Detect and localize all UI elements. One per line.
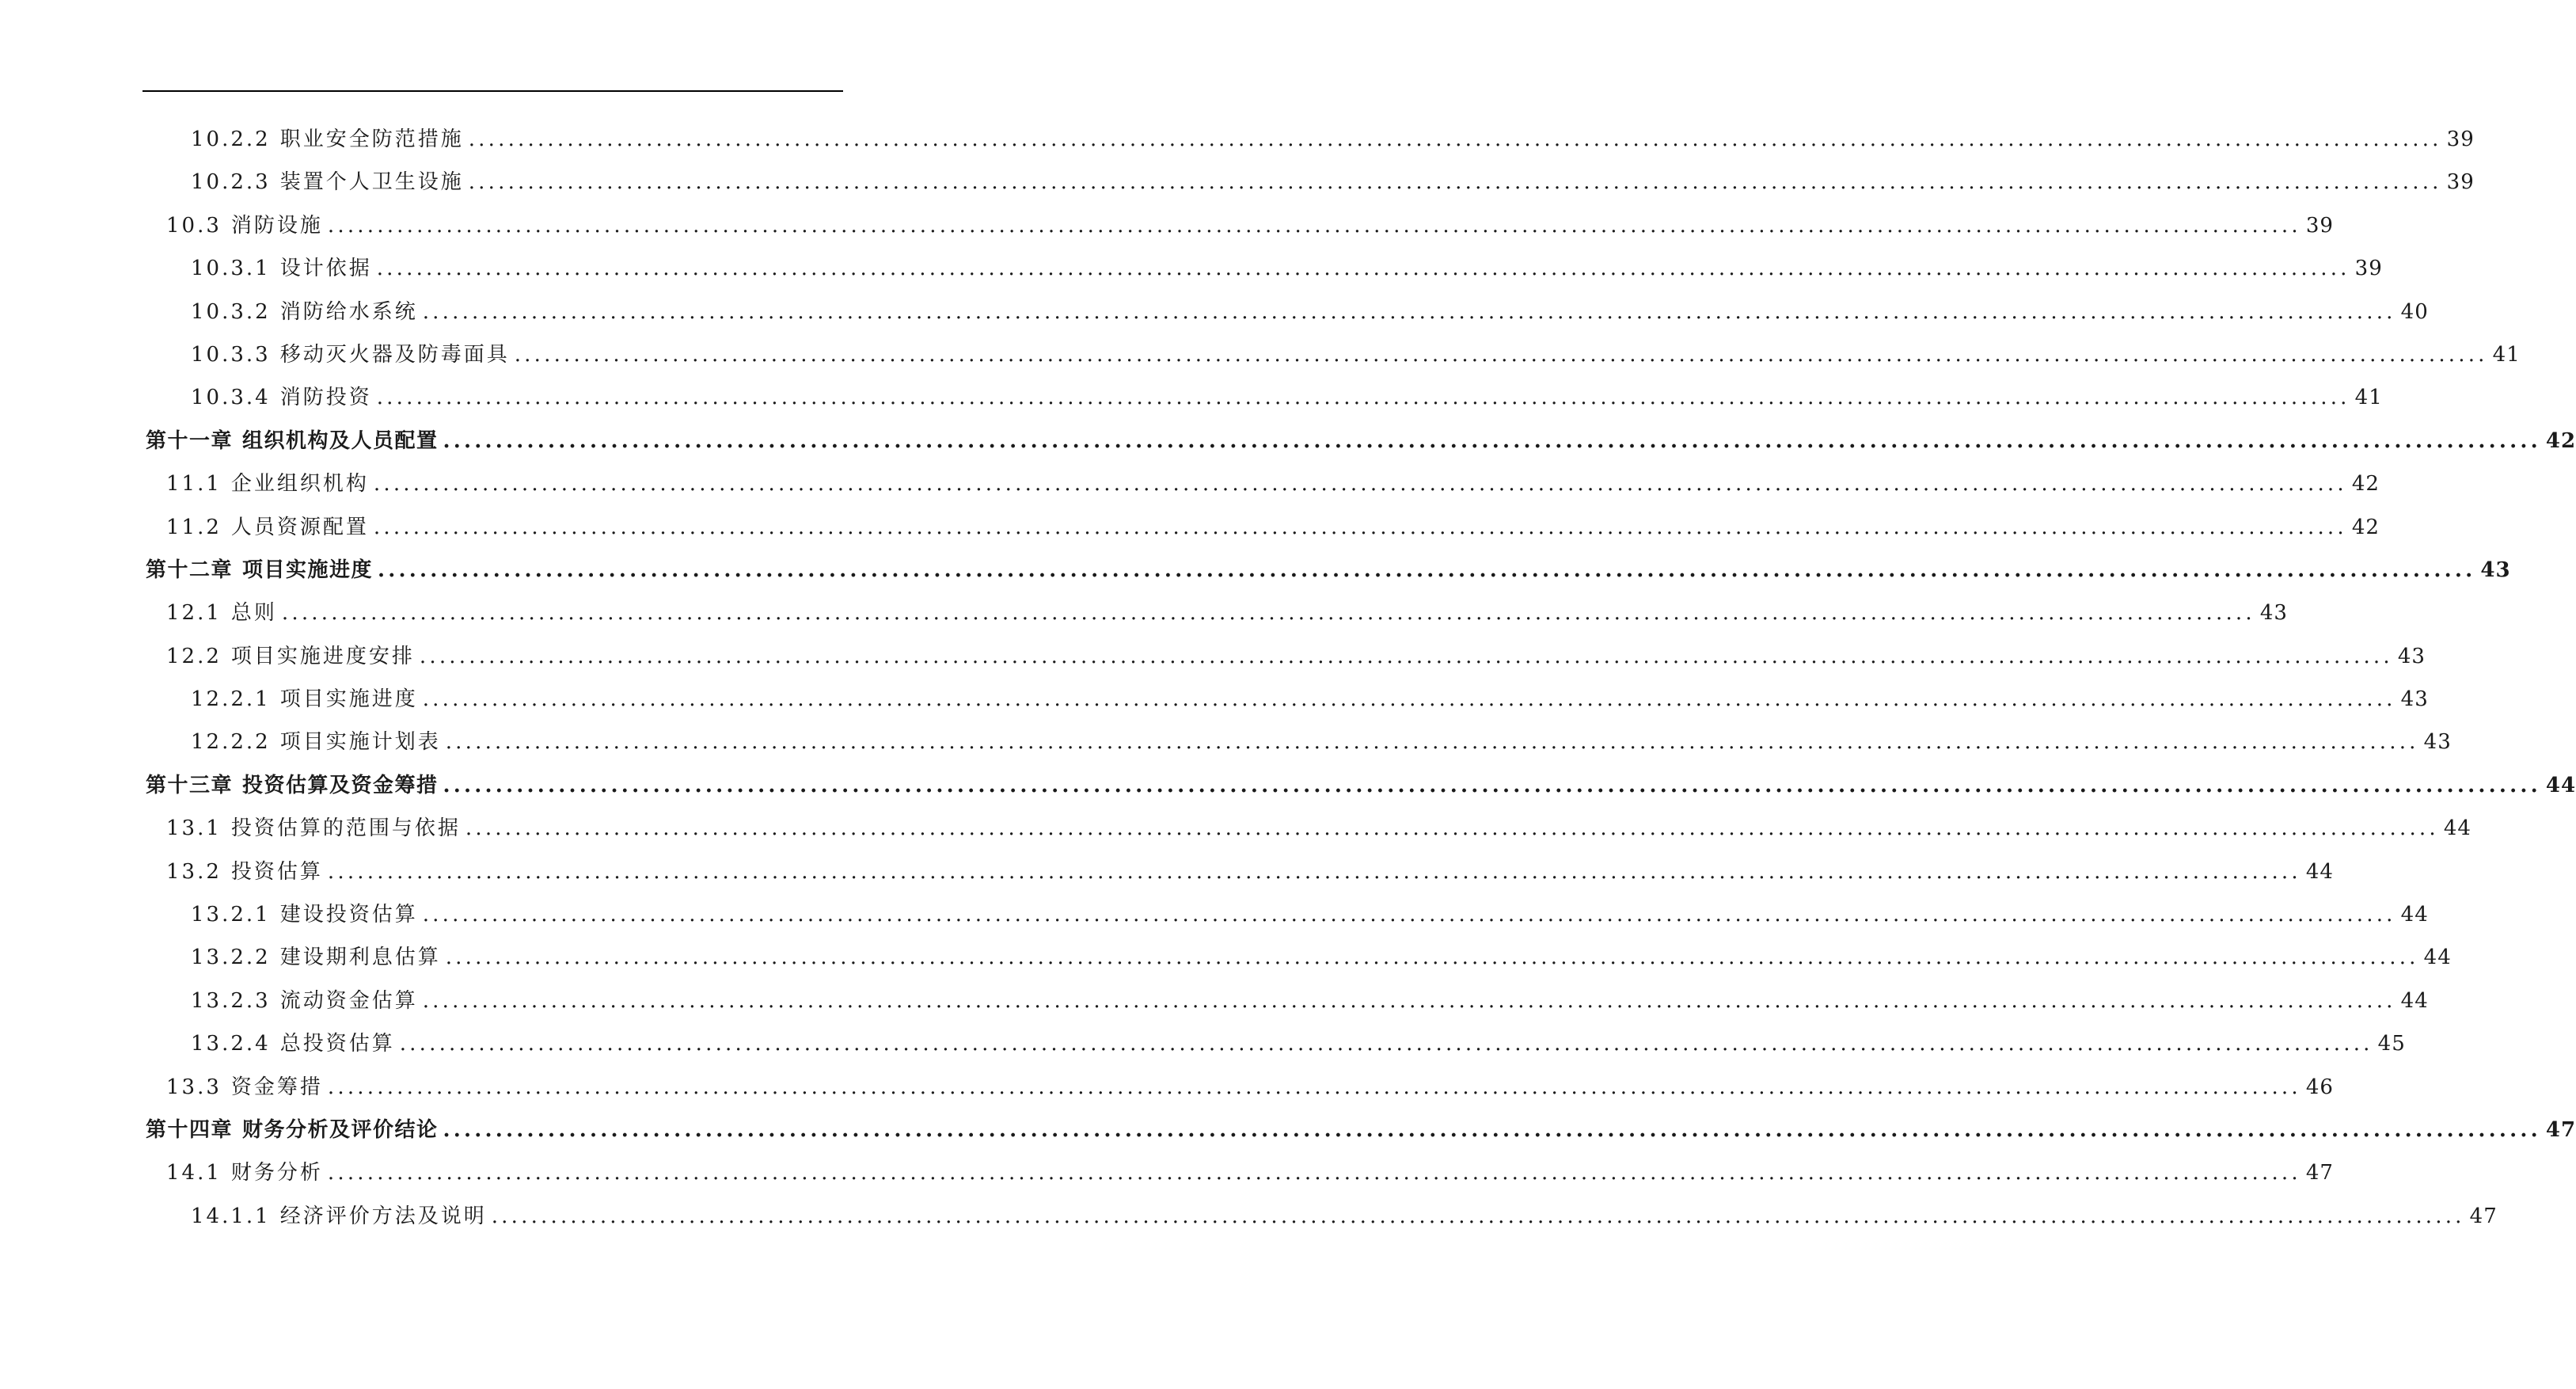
toc-entry-title: 投资估算 xyxy=(230,859,323,884)
toc-entry-number: 13.2.3 xyxy=(191,988,271,1013)
toc-entry-title: 组织机构及人员配置 xyxy=(242,428,439,453)
toc-entry-title: 职业安全防范措施 xyxy=(279,127,464,151)
toc-entry-number: 13.1 xyxy=(166,816,222,841)
toc-entry-title: 人员资源配置 xyxy=(230,515,369,539)
toc-page-number: 43 xyxy=(2259,601,2288,626)
toc-page-number: 43 xyxy=(2400,687,2429,712)
toc-entry-number: 10.3 xyxy=(166,213,222,238)
toc-page-number: 40 xyxy=(2400,299,2429,324)
toc-page-number: 43 xyxy=(2480,558,2511,582)
toc-dot-leader: ........................................................................................................................................................................................................ xyxy=(373,515,2347,539)
toc-dot-leader: ........................................................................................................................................................................................................ xyxy=(281,601,2255,626)
toc-entry-number: 11.1 xyxy=(166,472,222,497)
toc-dot-leader: ........................................................................................................................................................................................................ xyxy=(422,903,2396,927)
toc-entry-title: 项目实施进度 xyxy=(279,687,418,712)
toc-entry-title: 企业组织机构 xyxy=(230,472,369,497)
toc-entry-number: 10.3.1 xyxy=(191,257,271,281)
toc-dot-leader: ........................................................................................................................................................................................................ xyxy=(422,299,2396,324)
toc-dot-leader: ........................................................................................................................................................................................................ xyxy=(465,816,2439,841)
toc-dot-leader: ........................................................................................................................................................................................................ xyxy=(327,213,2301,238)
toc-dot-leader: ........................................................................................................................................................................................................ xyxy=(419,644,2393,668)
toc-entry-title: 流动资金估算 xyxy=(279,988,418,1013)
toc-entry[interactable] xyxy=(146,855,2334,898)
toc-page-number: 44 xyxy=(2545,773,2576,797)
toc-page-number: 39 xyxy=(2446,127,2475,151)
toc-page-number: 39 xyxy=(2305,213,2334,238)
toc-entry-title: 建设期利息估算 xyxy=(279,946,441,970)
toc-dot-leader: ........................................................................................................................................................................................................ xyxy=(376,386,2350,410)
toc-page-number: 43 xyxy=(2397,644,2426,668)
toc-page-number: 39 xyxy=(2354,257,2383,281)
toc-entry-title: 经济评价方法及说明 xyxy=(279,1204,487,1228)
toc-entry[interactable] xyxy=(146,640,2426,683)
toc-entry-number: 第十二章 xyxy=(146,558,234,582)
toc-entry[interactable] xyxy=(146,596,2288,639)
toc-dot-leader: ........................................................................................................................................................................................................ xyxy=(443,773,2541,797)
toc-page-number: 47 xyxy=(2469,1204,2498,1228)
toc-entry-number: 10.3.4 xyxy=(191,386,271,410)
toc-page-number: 47 xyxy=(2305,1161,2334,1185)
toc-page-number: 39 xyxy=(2446,170,2475,195)
toc-entry[interactable] xyxy=(146,941,2452,984)
toc-entry[interactable] xyxy=(146,898,2429,941)
header-rule xyxy=(142,90,843,92)
toc-entry-title: 移动灭火器及防毒面具 xyxy=(279,342,510,367)
toc-entry-title: 投资估算的范围与依据 xyxy=(230,816,461,841)
toc-entry[interactable] xyxy=(146,166,2475,208)
toc-dot-leader: ........................................................................................................................................................................................................ xyxy=(443,428,2541,453)
toc-dot-leader: ........................................................................................................................................................................................................ xyxy=(422,687,2396,712)
toc-page-number: 42 xyxy=(2351,472,2380,497)
toc-entry-title: 项目实施进度安排 xyxy=(230,644,415,668)
toc-entry[interactable] xyxy=(146,1071,2334,1113)
toc-chapter-entry[interactable] xyxy=(146,424,2576,467)
toc-dot-leader: ........................................................................................................................................................................................................ xyxy=(378,558,2476,582)
toc-entry-number: 13.2.1 xyxy=(191,903,271,927)
toc-page-number: 44 xyxy=(2400,903,2429,927)
toc-page-number: 41 xyxy=(2354,386,2383,410)
toc-page-number: 41 xyxy=(2492,342,2521,367)
toc-entry-number: 12.2.1 xyxy=(191,687,271,712)
toc-entry-number: 10.2.3 xyxy=(191,170,271,195)
toc-entry[interactable] xyxy=(146,338,2521,381)
toc-entry[interactable] xyxy=(146,984,2429,1027)
toc-dot-leader: ........................................................................................................................................................................................................ xyxy=(468,170,2442,195)
toc-entry[interactable] xyxy=(146,467,2380,510)
toc-entry-title: 投资估算及资金筹措 xyxy=(242,773,439,797)
toc-dot-leader: ........................................................................................................................................................................................................ xyxy=(491,1204,2465,1228)
toc-entry[interactable] xyxy=(146,209,2334,252)
toc-entry-title: 装置个人卫生设施 xyxy=(279,170,464,195)
toc-dot-leader: ........................................................................................................................................................................................................ xyxy=(376,257,2350,281)
toc-entry-number: 10.2.2 xyxy=(191,127,271,151)
toc-entry-number: 12.1 xyxy=(166,601,222,626)
toc-entry-title: 财务分析 xyxy=(230,1161,323,1185)
toc-page-number: 43 xyxy=(2423,730,2452,755)
toc-entry-number: 第十四章 xyxy=(146,1117,234,1142)
toc-entry[interactable] xyxy=(146,1156,2334,1199)
toc-entry-number: 14.1 xyxy=(166,1161,222,1185)
toc-entry[interactable] xyxy=(146,725,2452,768)
toc-entry-title: 总投资估算 xyxy=(279,1032,395,1056)
toc-entry-number: 13.3 xyxy=(166,1075,222,1099)
toc-dot-leader: ........................................................................................................................................................................................................ xyxy=(327,859,2301,884)
toc-entry[interactable] xyxy=(146,683,2429,725)
toc-entry-title: 设计依据 xyxy=(279,257,372,281)
toc-page-number: 46 xyxy=(2305,1075,2334,1099)
toc-entry[interactable] xyxy=(146,511,2380,554)
toc-page-number: 44 xyxy=(2400,988,2429,1013)
toc-page-number: 44 xyxy=(2443,816,2472,841)
toc-entry-number: 10.3.2 xyxy=(191,299,271,324)
toc-entry-title: 消防投资 xyxy=(279,386,372,410)
toc-page-number: 44 xyxy=(2305,859,2334,884)
toc-entry[interactable] xyxy=(146,252,2383,295)
toc-dot-leader: ........................................................................................................................................................................................................ xyxy=(327,1161,2301,1185)
toc-entry-title: 项目实施计划表 xyxy=(279,730,441,755)
toc-entry-number: 14.1.1 xyxy=(191,1204,271,1228)
toc-page-number: 42 xyxy=(2545,428,2576,453)
toc-page-number: 44 xyxy=(2423,946,2452,970)
toc-entry[interactable] xyxy=(146,1027,2406,1070)
toc-entry[interactable] xyxy=(146,295,2429,338)
toc-entry-title: 总则 xyxy=(230,601,277,626)
toc-entry-number: 13.2 xyxy=(166,859,222,884)
toc-dot-leader: ........................................................................................................................................................................................................ xyxy=(445,946,2419,970)
toc-entry-title: 建设投资估算 xyxy=(279,903,418,927)
toc-entry[interactable] xyxy=(146,812,2472,854)
toc-chapter-entry[interactable] xyxy=(146,1113,2576,1156)
toc-chapter-entry[interactable] xyxy=(146,554,2511,596)
toc-page-number: 47 xyxy=(2545,1117,2576,1142)
toc-entry-number: 11.2 xyxy=(166,515,222,539)
toc-entry-number: 第十三章 xyxy=(146,773,234,797)
toc-dot-leader: ........................................................................................................................................................................................................ xyxy=(373,472,2347,497)
toc-entry-number: 10.3.3 xyxy=(191,342,271,367)
table-of-contents xyxy=(146,123,2576,1242)
toc-dot-leader: ........................................................................................................................................................................................................ xyxy=(468,127,2442,151)
toc-entry-title: 资金筹措 xyxy=(230,1075,323,1099)
toc-entry[interactable] xyxy=(146,123,2475,166)
toc-entry[interactable] xyxy=(146,381,2383,424)
toc-dot-leader: ........................................................................................................................................................................................................ xyxy=(514,342,2488,367)
toc-entry-number: 12.2 xyxy=(166,644,222,668)
toc-entry-number: 13.2.4 xyxy=(191,1032,271,1056)
toc-entry-number: 13.2.2 xyxy=(191,946,271,970)
toc-dot-leader: ........................................................................................................................................................................................................ xyxy=(445,730,2419,755)
toc-dot-leader: ........................................................................................................................................................................................................ xyxy=(443,1117,2541,1142)
toc-dot-leader: ........................................................................................................................................................................................................ xyxy=(399,1032,2373,1056)
toc-chapter-entry[interactable] xyxy=(146,769,2576,812)
toc-entry-title: 消防给水系统 xyxy=(279,299,418,324)
toc-entry-title: 项目实施进度 xyxy=(242,558,374,582)
toc-page-number: 42 xyxy=(2351,515,2380,539)
toc-entry-number: 12.2.2 xyxy=(191,730,271,755)
toc-page-number: 45 xyxy=(2377,1032,2406,1056)
toc-entry-title: 消防设施 xyxy=(230,213,323,238)
toc-entry-number: 第十一章 xyxy=(146,428,234,453)
toc-entry[interactable] xyxy=(146,1200,2498,1242)
toc-dot-leader: ........................................................................................................................................................................................................ xyxy=(422,988,2396,1013)
toc-dot-leader: ........................................................................................................................................................................................................ xyxy=(327,1075,2301,1099)
toc-entry-title: 财务分析及评价结论 xyxy=(242,1117,439,1142)
